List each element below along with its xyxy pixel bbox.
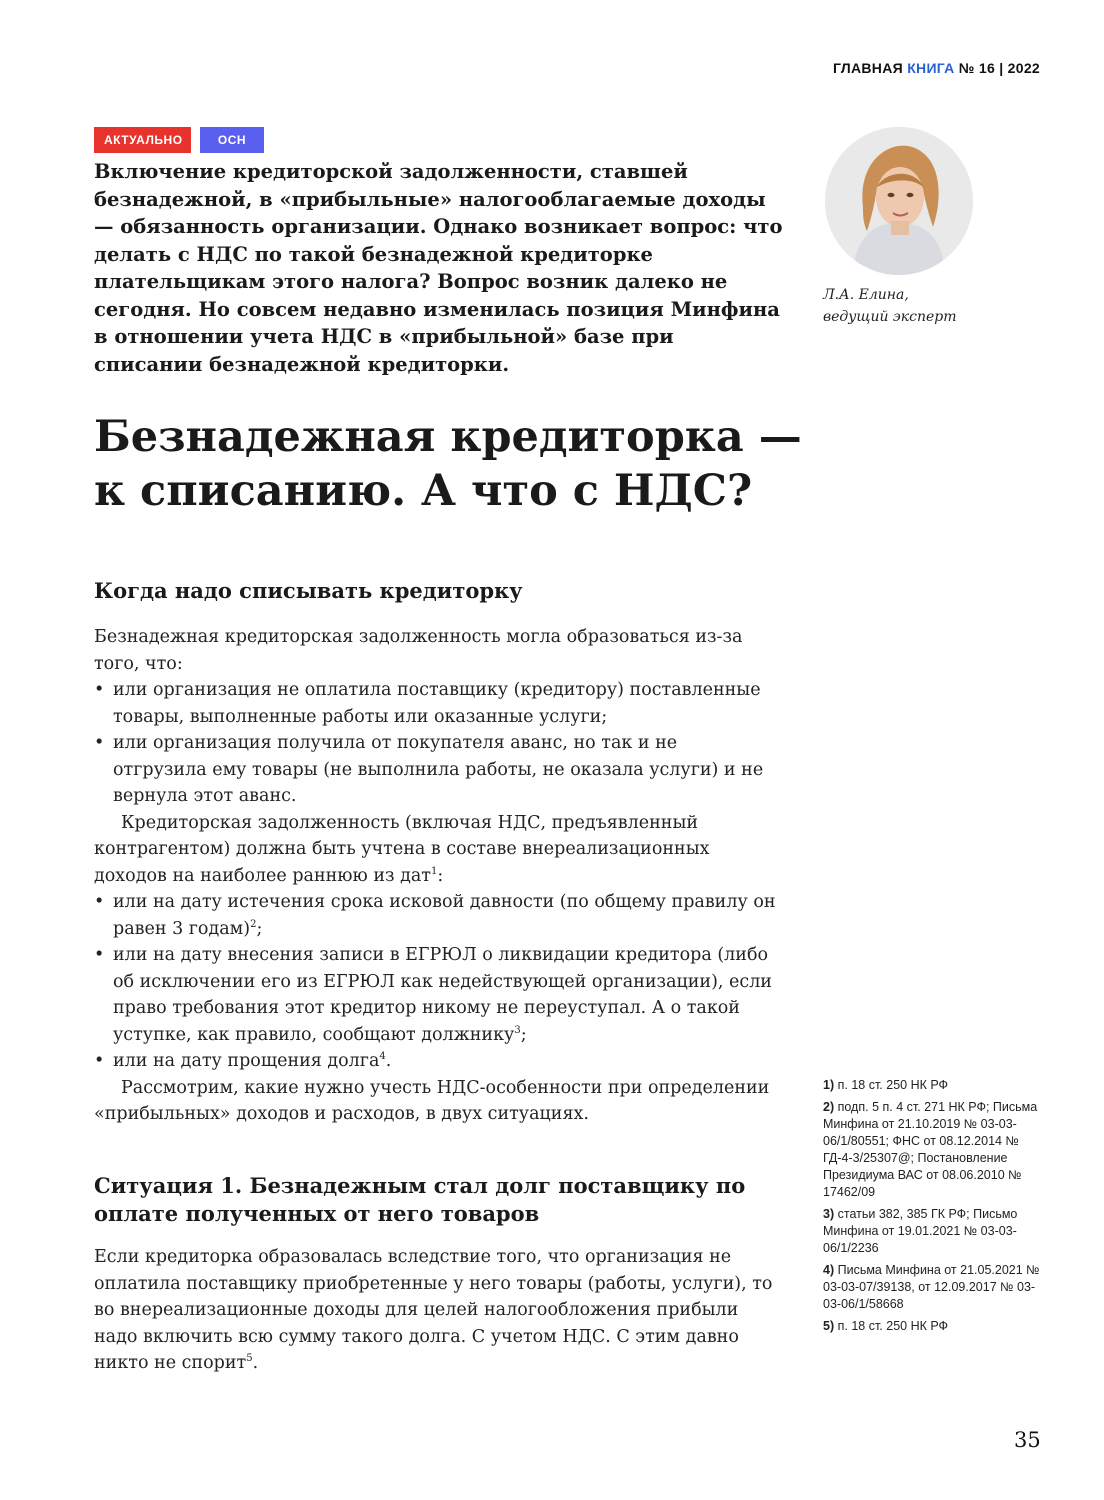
footnote-number: 1) (823, 1078, 835, 1092)
masthead (833, 60, 1040, 76)
footnote-ref: 3 (514, 1024, 521, 1036)
footnote-ref: 5 (246, 1353, 253, 1365)
author-name: Л.А. Елина, (823, 287, 909, 303)
footnote-text: статьи 382, 385 ГК РФ; Письмо Минфина от 19.01.2021 № 03-03-06/1/2236 (823, 1207, 1018, 1255)
title-line-2: к списанию. А что с НДС? (94, 466, 753, 516)
footnote-number: 3) (823, 1207, 835, 1221)
bullet-list-1 (94, 677, 776, 810)
section-2-body (94, 1244, 776, 1377)
footnote-text: Письма Минфина от 21.05.2021 № 03-03-07/39138, от 12.09.2017 № 03-03-06/1/58668 (823, 1263, 1040, 1311)
masthead-issue: № 16 | 2022 (958, 60, 1040, 76)
footnote-text: подп. 5 п. 4 ст. 271 НК РФ; Письма Минфина от 21.10.2019 № 03-03-06/1/80551; ФНС от 08.12.2014 № ГД-4-3/25307@; Постановление Президиума ВАС от 08.06.2010 № 17462/09 (823, 1100, 1038, 1199)
section-heading-2: Ситуация 1. Безнадежным стал долг поставщику по оплате полученных от него товаров (94, 1173, 746, 1226)
section-1-body (94, 624, 776, 1128)
article-title (94, 410, 994, 518)
footnote (823, 1077, 1048, 1094)
tag-row (94, 127, 264, 153)
masthead-main: ГЛАВНАЯ (832, 60, 903, 76)
list-item (94, 942, 776, 1048)
footnote-number: 2) (823, 1100, 835, 1114)
bullet-list-2 (94, 889, 776, 1075)
footnote (823, 1206, 1048, 1257)
tag-osn: ОСН (200, 127, 264, 153)
footnote-ref: 1 (431, 865, 438, 877)
tag-current: АКТУАЛЬНО (94, 127, 191, 153)
lead-paragraph: Включение кредиторской задолженности, ставшей безнадежной, в «прибыльные» налогооблагаемые доходы — обязанность организации. Однако возникает вопрос: что делать с НДС по такой безнадежной кредиторке плательщикам этого налога? Вопрос возник далеко не сегодня. Но совсем недавно изменилась позиция Минфина в отношении учета НДС в «прибыльной» базе при списании безнадежной кредиторки. (94, 160, 783, 376)
section-1-intro: Безнадежная кредиторская задолженность могла образоваться из-за того, что: (94, 627, 743, 674)
list-item: • или организация не оплатила поставщику (кредитору) поставленные товары, выполненные работы или оказанные услуги; (94, 677, 776, 730)
list-item-text: или на дату истечения срока исковой давности (по общему правилу он равен 3 годам) (113, 892, 776, 939)
list-item-text: или на дату внесения записи в ЕГРЮЛ о ликвидации кредитора (либо об исключении его из ЕГРЮЛ как недействующей организации), если право требования этот кредитор никому не переуступал. А о такой уступке, как правило, сообщают должнику (113, 945, 772, 1045)
footnote-text: п. 18 ст. 250 НК РФ (837, 1078, 949, 1092)
author-portrait (825, 127, 973, 275)
list-item-tail: ; (256, 918, 263, 939)
footnote-ref: 4 (379, 1051, 386, 1063)
title-line-1: Безнадежная кредиторка — (94, 412, 802, 462)
para-text: Если кредиторка образовалась вследствие того, что организация не оплатила поставщику приобретенные у него товары (работы, услуги), то во внереализационные доходы для целей налогообложения прибыли надо включить всю сумму такого долга. С учетом НДС. С этим давно никто не спорит (94, 1247, 773, 1373)
list-item (94, 889, 776, 942)
section-1-para-3: Рассмотрим, какие нужно учесть НДС-особенности при определении «прибыльных» доходов и расходов, в двух ситуациях. (94, 1077, 770, 1124)
page-number: 35 (1014, 1428, 1041, 1452)
para-text: Кредиторская задолженность (включая НДС, предъявленный контрагентом) должна быть учтена в составе внереализационных доходов на наиболее раннюю из дат (94, 812, 710, 886)
footnote (823, 1318, 1048, 1335)
list-item-tail: ; (520, 1024, 527, 1045)
section-heading-1: Когда надо списывать кредиторку (94, 578, 523, 603)
section-1-para-2: Кредиторская задолженность (включая НДС, предъявленный контрагентом) должна быть учтена в составе внереализационных доходов на наиболее раннюю из дат$^1$: (94, 812, 710, 886)
footnote (823, 1262, 1048, 1313)
author-role: ведущий эксперт (823, 309, 957, 325)
masthead-accent: КНИГА (907, 60, 955, 76)
footnote-number: 4) (823, 1263, 835, 1277)
footnote (823, 1099, 1048, 1201)
list-item (94, 1048, 776, 1075)
list-item-text: или на дату прощения долга (113, 1051, 380, 1071)
footnote-ref: 2 (250, 918, 257, 930)
author-caption (823, 284, 957, 328)
footnote-text: п. 18 ст. 250 НК РФ (837, 1319, 949, 1333)
footnote-number: 5) (823, 1319, 835, 1333)
footnotes (823, 1077, 1048, 1340)
list-item: • или организация получила от покупателя аванс, но так и не отгрузила ему товары (не выполнила работы, не оказала услуги) и не вернула этот аванс. (94, 730, 776, 810)
list-item-tail: . (385, 1051, 392, 1071)
section-2-para: Если кредиторка образовалась вследствие того, что организация не оплатила поставщику приобретенные у него товары (работы, услуги), то во внереализационные доходы для целей налогообложения прибыли надо включить всю сумму такого долга. С учетом НДС. С этим давно никто не спорит$^5$. (94, 1247, 773, 1373)
author-portrait-icon (825, 127, 973, 275)
